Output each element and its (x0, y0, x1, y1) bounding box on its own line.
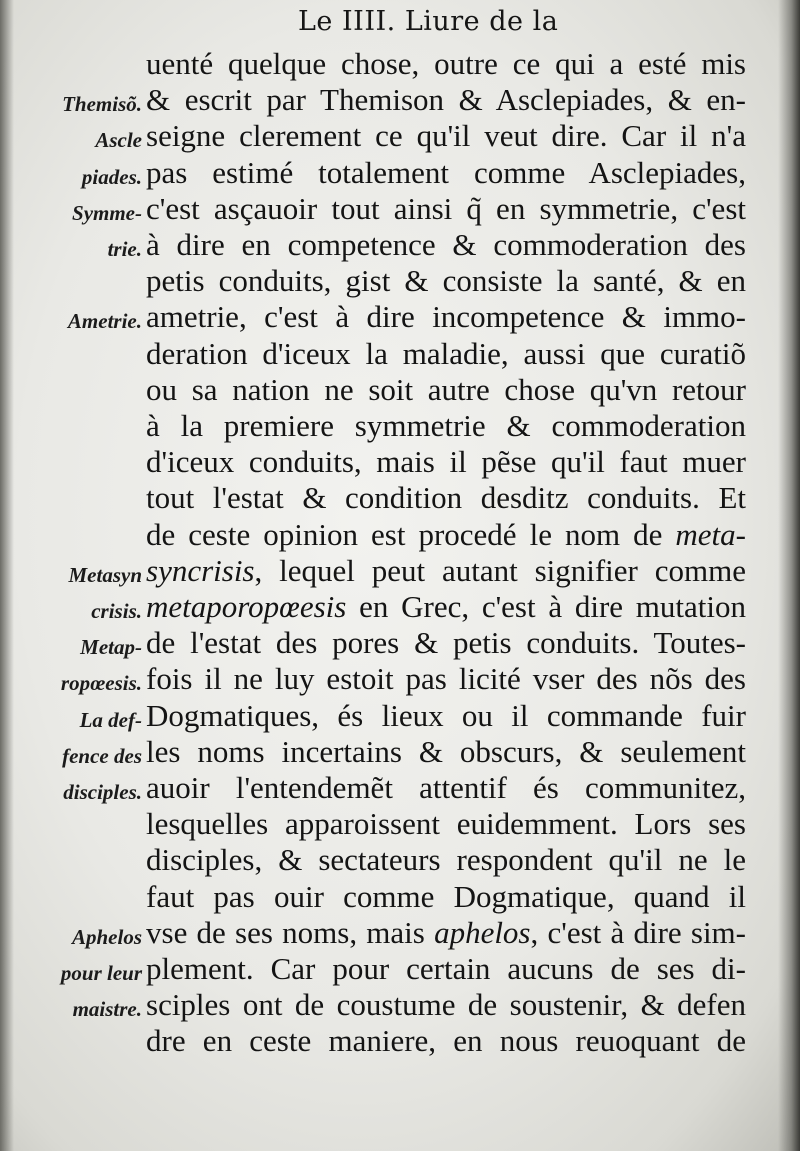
text-line (146, 698, 746, 734)
text-span: d'iceux conduits, mais il pẽse qu'il faut muer (146, 444, 746, 480)
text-span: Dogmatiques, és lieux ou il commande fuir (146, 697, 746, 733)
text-span: petis conduits, gist & consiste la santé, & en (146, 263, 746, 299)
text-line (146, 191, 746, 227)
text-span: pas estimé totalement comme Asclepiades, (146, 154, 746, 190)
text-line (146, 879, 746, 915)
text-span: en Grec, c'est à dire mutation (346, 589, 746, 624)
margin-note: Metap- (80, 635, 142, 660)
text-line (146, 842, 746, 878)
text-span: , lequel peut autant signifier comme (254, 552, 746, 588)
margin-note: Symme- (72, 200, 142, 225)
text-line (146, 480, 746, 516)
margin-note: pour leur (60, 961, 142, 985)
text-line (146, 227, 746, 263)
italic-term: aphelos (434, 914, 531, 950)
text-line (146, 661, 746, 697)
text-line (146, 336, 746, 372)
text-span: de l'estat des pores & petis conduits. Toutes- (146, 625, 746, 661)
margin-note: Ametrie. (67, 309, 142, 334)
text-line (146, 806, 746, 842)
text-line (146, 625, 746, 661)
text-span: lesquelles apparoissent euidemment. Lors ses (146, 806, 746, 842)
margin-note: maistre. (72, 997, 142, 1022)
text-span: à dire en competence & commoderation des (146, 227, 746, 262)
text-line (146, 372, 746, 408)
text-line (146, 82, 746, 118)
text-span: uenté quelque chose, outre ce qui a esté mis (146, 46, 746, 81)
margin-note: disciples. (63, 780, 142, 804)
text-line (146, 734, 746, 770)
italic-term: meta- (675, 516, 746, 552)
text-line (146, 118, 746, 154)
margin-note: crisis. (91, 599, 142, 623)
text-span: seigne clerement ce qu'il veut dire. Car il n'a (146, 118, 746, 154)
text-span: & escrit par Themison & Asclepiades, & en- (146, 82, 746, 118)
text-span: deration d'iceux la maladie, aussi que curatiõ (146, 335, 746, 371)
text-span: ou sa nation ne soit autre chose qu'vn retour (146, 371, 746, 407)
text-span: c'est asçauoir tout ainsi q̃ en symmetrie, c'est (146, 190, 746, 226)
text-span: ametrie, c'est à dire incompetence & immo- (146, 299, 746, 335)
text-line (146, 589, 746, 625)
text-span: vse de ses noms, mais (146, 914, 435, 950)
text-span: les noms incertains & obscurs, & seulement (146, 733, 746, 769)
margin-note: fence des (62, 743, 142, 768)
text-line (146, 299, 746, 335)
text-line (146, 770, 746, 806)
text-line (146, 517, 746, 553)
margin-note: trie. (107, 237, 142, 261)
text-line (146, 46, 746, 82)
text-span: fois il ne luy estoit pas licité vser des nõs des (146, 661, 746, 697)
margin-note: Themisõ. (62, 92, 142, 117)
text-span: auoir l'entendemẽt attentif és communitez, (146, 770, 746, 805)
margin-note: Aphelos (71, 924, 142, 949)
text-line (146, 263, 746, 299)
text-span: à la premiere symmetrie & commoderation (146, 408, 746, 443)
text-line (146, 1023, 746, 1059)
text-line (146, 408, 746, 444)
text-span: , c'est à dire sim- (530, 914, 746, 950)
text-span: tout l'estat & condition desditz conduits. Et (146, 480, 746, 516)
text-line (146, 155, 746, 191)
text-span: dre en ceste maniere, en nous reuoquant de (146, 1023, 746, 1059)
text-span: faut pas ouir comme Dogmatique, quand il (146, 878, 746, 914)
text-line (146, 444, 746, 480)
running-header: Le IIII. Liure de la (298, 6, 559, 37)
text-line (146, 987, 746, 1023)
text-line (146, 915, 746, 951)
margin-note: piades. (81, 164, 142, 189)
italic-term: syncrisis (146, 552, 255, 588)
text-span: plement. Car pour certain aucuns de ses di- (146, 951, 746, 986)
text-span: de ceste opinion est procedé le nom de (146, 516, 676, 552)
text-line (146, 951, 746, 987)
margin-note: La def- (79, 707, 142, 732)
italic-term: metaporopœesis (146, 589, 347, 624)
text-line (146, 553, 746, 589)
margin-note: Metasyn (68, 562, 142, 587)
text-span: sciples ont de coustume de soustenir, & defen (146, 987, 746, 1023)
text-span: disciples, & sectateurs respondent qu'il ne le (146, 842, 746, 878)
margin-note: ropœesis. (60, 671, 142, 696)
margin-note: Ascle (95, 128, 142, 153)
